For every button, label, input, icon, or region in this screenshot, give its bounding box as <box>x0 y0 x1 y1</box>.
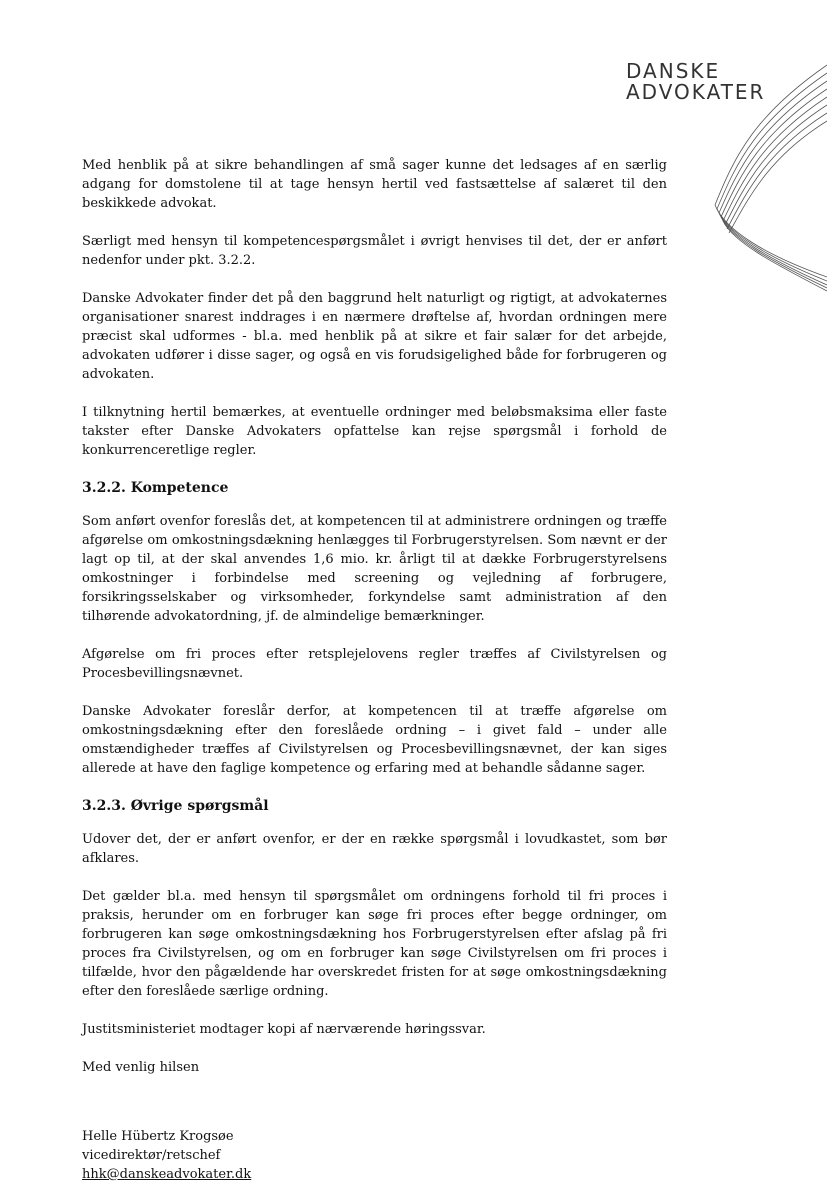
signer-title: vicedirektør/retschef <box>82 1148 221 1163</box>
signer-name: Helle Hübertz Krogsøe <box>82 1129 234 1144</box>
signature-block <box>82 1127 667 1184</box>
paragraph: Særligt med hensyn til kompetencespørgsmålet i øvrigt henvises til det, der er anført nedenfor under pkt. 3.2.2. <box>82 234 667 268</box>
paragraph: Danske Advokater foreslår derfor, at kompetencen til at træffe afgørelse om omkostningsdækning efter den foreslåede ordning – i givet fald – under alle omstændigheder træffes af Civilstyrelsen og Procesbevillingsnævnet, der kan siges allerede at have den faglige kompetence og erfaring med at behandle sådanne sager. <box>82 704 667 776</box>
letter-body <box>82 156 667 1184</box>
paragraph: Afgørelse om fri proces efter retsplejelovens regler træffes af Civilstyrelsen og Procesbevillingsnævnet. <box>82 647 667 681</box>
closing-salutation: Med venlig hilsen <box>82 1060 200 1075</box>
paragraph: Udover det, der er anført ovenfor, er der en række spørgsmål i lovudkastet, som bør afklares. <box>82 832 667 866</box>
section-heading-3-2-3: 3.2.3. Øvrige spørgsmål <box>82 798 269 814</box>
paragraph: Med henblik på at sikre behandlingen af små sager kunne det ledsages af en særlig adgang for domstolene til at tage hensyn hertil ved fastsættelse af salæret til den beskikkede advokat. <box>82 158 667 211</box>
paragraph: Som anført ovenfor foreslås det, at kompetencen til at administrere ordningen og træffe afgørelse om omkostningsdækning henlægges til Forbrugerstyrelsen. Som nævnt er der lagt op til, at der skal anvendes 1,6 mio. kr. årligt til at dække Forbrugerstyrelsens omkostninger i forbindelse med screening og vejledning af forbrugere, forsikringsselskaber og virksomheder, forkyndelse samt administration af den tilhørende advokatordning, jf. de almindelige bemærkninger. <box>82 514 667 624</box>
section-heading-3-2-2: 3.2.2. Kompetence <box>82 480 229 496</box>
logo-swoosh-icon <box>695 55 827 295</box>
paragraph: Det gælder bl.a. med hensyn til spørgsmålet om ordningens forhold til fri proces i praksis, herunder om en forbruger kan søge fri proces efter begge ordninger, om forbrugeren kan søge omkostningsdækning hos Forbrugerstyrelsen efter afslag på fri proces fra Civilstyrelsen, og om en forbruger kan søge Civilstyrelsen om fri proces i tilfælde, hvor den pågældende har overskredet fristen for at søge omkostningsdækning efter den foreslåede særlige ordning. <box>82 889 667 999</box>
logo-line-2: ADVOKATER <box>626 80 766 104</box>
paragraph: I tilknytning hertil bemærkes, at eventuelle ordninger med beløbsmaksima eller faste takster efter Danske Advokaters opfattelse kan rejse spørgsmål i forhold de konkurrenceretlige regler. <box>82 405 667 458</box>
paragraph: Danske Advokater finder det på den baggrund helt naturligt og rigtigt, at advokaternes organisationer snarest inddrages i en nærmere drøftelse af, hvordan ordningen mere præcist skal udformes - bl.a. med henblik på at sikre et fair salær for det arbejde, advokaten udfører i disse sager, og også en vis forudsigelighed både for forbrugeren og advokaten. <box>82 291 667 382</box>
logo-line-1: DANSKE <box>626 59 721 83</box>
signer-email-link[interactable]: hhk@danskeadvokater.dk <box>82 1167 252 1182</box>
paragraph: Justitsministeriet modtager kopi af nærværende høringssvar. <box>82 1022 486 1037</box>
